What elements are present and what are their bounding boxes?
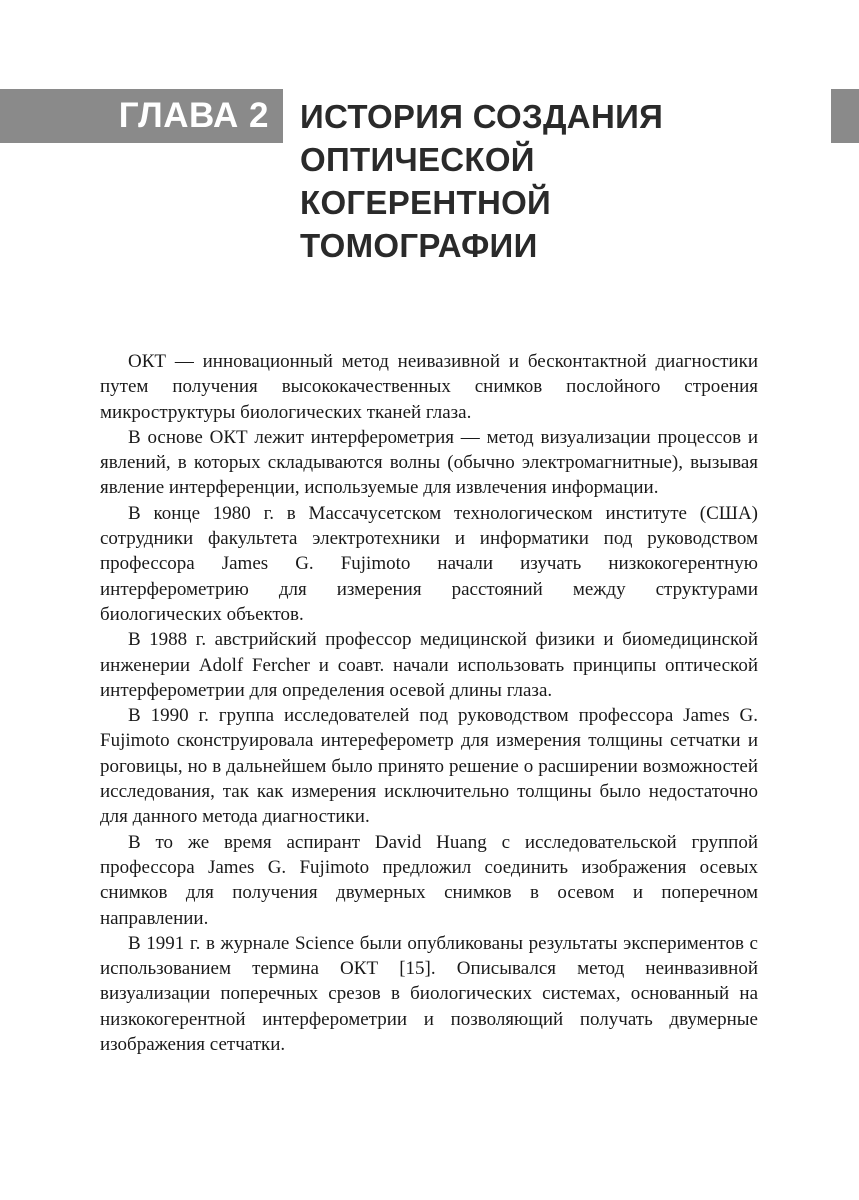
paragraph: ОКТ — инновационный метод неивазивной и бесконтактной диагностики путем получения высококачественных снимков послойного строения микроструктуры биологических тканей глаза. (100, 351, 758, 423)
paragraph: В то же время аспирант David Huang с исследовательской группой профессора James G. Fujimoto предложил соединить изображения осевых снимков для получения двумерных снимков в осевом и поперечном направлении. (100, 831, 758, 929)
page-edge-tab (831, 89, 859, 143)
body-text (100, 349, 758, 1057)
chapter-title-line: ИСТОРИЯ СОЗДАНИЯ (300, 98, 664, 135)
chapter-title (300, 95, 770, 267)
paragraph: В конце 1980 г. в Массачусетском технологическом институте (США) сотрудники факультета электротехники и информатики под руководством профессора James G. Fujimoto начали изучать низкокогерентную интерферометрию для измерения расстояний между структурами биологических объектов. (100, 502, 758, 625)
chapter-title-line: ТОМОГРАФИИ (300, 227, 538, 264)
paragraph: В основе ОКТ лежит интерферометрия — метод визуализации процессов и явлений, в которых складываются волны (обычно электромагнитные), вызывая явление интерференции, используемые для извлечения информации. (100, 426, 758, 499)
chapter-title-line: ОПТИЧЕСКОЙ (300, 141, 535, 178)
chapter-title-line: КОГЕРЕНТНОЙ (300, 184, 552, 221)
paragraph: В 1988 г. австрийский профессор медицинской физики и биомедицинской инженерии Adolf Fercher и соавт. начали использовать принципы оптической интерферометрии для определения осевой длины глаза. (100, 629, 758, 701)
chapter-number: ГЛАВА 2 (118, 96, 269, 135)
paragraph: В 1991 г. в журнале Science были опубликованы результаты экспериментов с использованием термина ОКТ [15]. Описывался метод неинвазивной визуализации поперечных срезов в биологических системах, основанный на низкокогерентной интерферометрии и позволяющий получать двумерные изображения сетчатки. (100, 932, 758, 1056)
chapter-band (0, 89, 283, 143)
paragraph: В 1990 г. группа исследователей под руководством профессора James G. Fujimoto сконструировала интереферометр для измерения толщины сетчатки и роговицы, но в дальнейшем было принято решение о расширении возможностей исследования, так как измерения исключительно толщины было недостаточно для данного метода диагностики. (100, 705, 758, 828)
